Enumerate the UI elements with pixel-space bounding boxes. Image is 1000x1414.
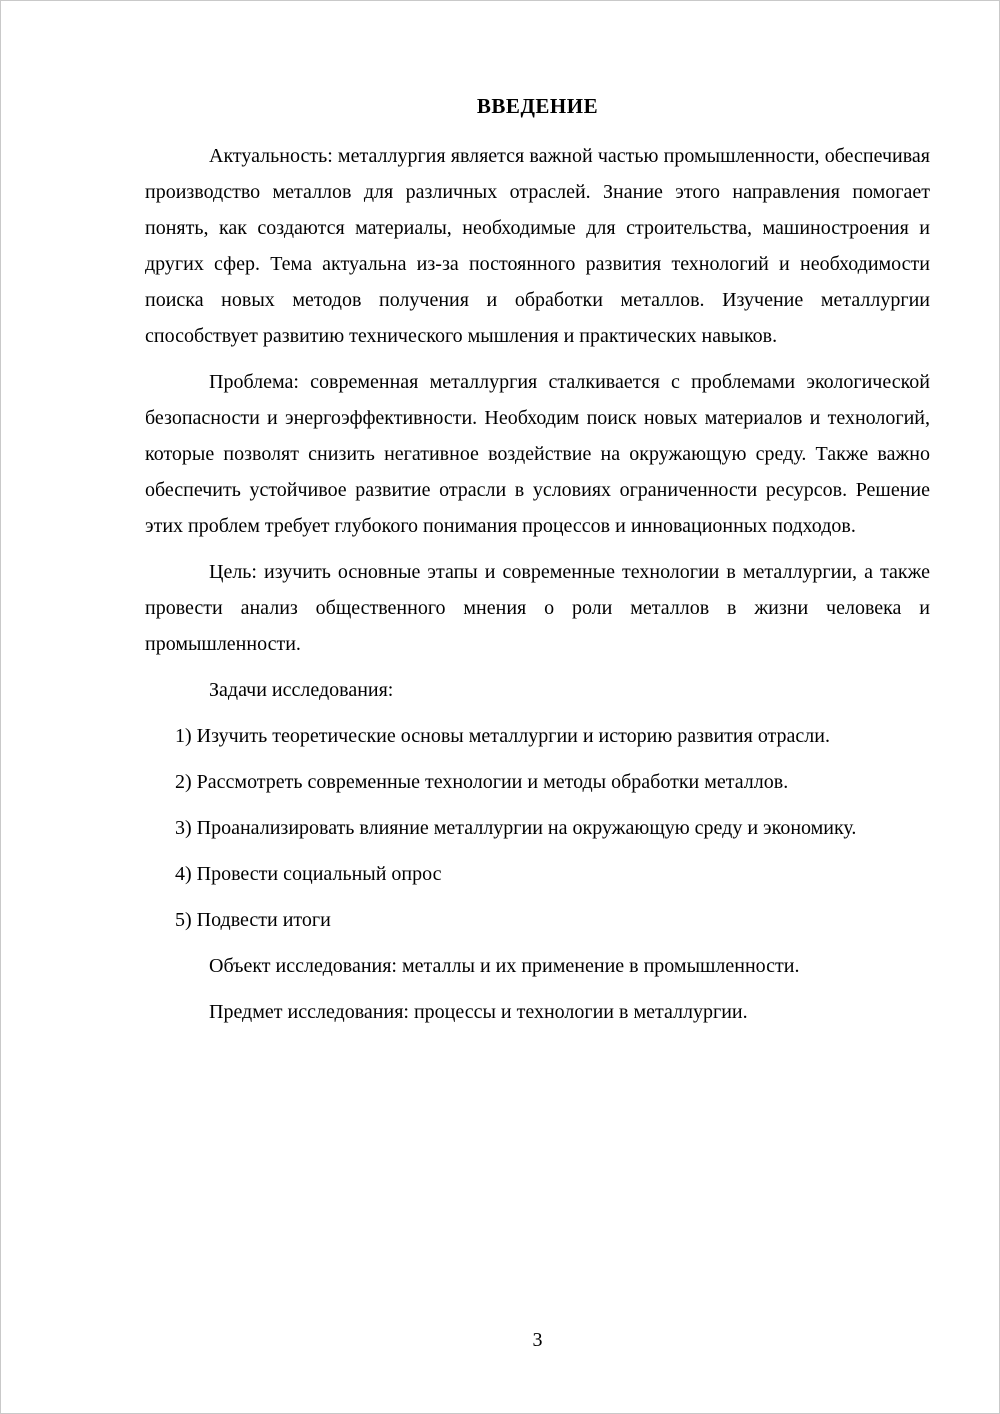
paragraph-subject: Предмет исследования: процессы и технологии в металлургии.: [209, 1001, 748, 1023]
paragraph-relevance: Актуальность: металлургия является важной частью промышленности, обеспечивая производство металлов для различных отраслей. Знание этого направления помогает понять, как создаются материалы, необходимые для строительства, машиностроения и других сфер. Тема актуальна из-за постоянного развития технологий и необходимости поиска новых методов получения и обработки металлов. Изучение металлургии способствует развитию технического мышления и практических навыков.: [145, 145, 930, 347]
paragraph-goal: Цель: изучить основные этапы и современные технологии в металлургии, а также провести анализ общественного мнения о роли металлов в жизни человека и промышленности.: [145, 561, 930, 655]
task-item-5: 5) Подвести итоги: [175, 909, 331, 931]
paragraph-problem: Проблема: современная металлургия сталкивается с проблемами экологической безопасности и энергоэффективности. Необходим поиск новых материалов и технологий, которые позволят снизить негативное воздействие на окружающую среду. Также важно обеспечить устойчивое развитие отрасли в условиях ограниченности ресурсов. Решение этих проблем требует глубокого понимания процессов и инновационных подходов.: [145, 371, 930, 537]
document-title: ВВЕДЕНИЕ: [476, 94, 599, 118]
task-item-4: 4) Провести социальный опрос: [175, 863, 442, 885]
task-item-3: 3) Проанализировать влияние металлургии на окружающую среду и экономику.: [175, 817, 857, 839]
page-number: 3: [532, 1329, 543, 1351]
paragraph-object: Объект исследования: металлы и их применение в промышленности.: [209, 955, 800, 977]
task-item-1: 1) Изучить теоретические основы металлургии и историю развития отрасли.: [175, 725, 830, 747]
tasks-heading: Задачи исследования:: [209, 679, 394, 701]
task-item-2: 2) Рассмотреть современные технологии и методы обработки металлов.: [175, 771, 789, 793]
